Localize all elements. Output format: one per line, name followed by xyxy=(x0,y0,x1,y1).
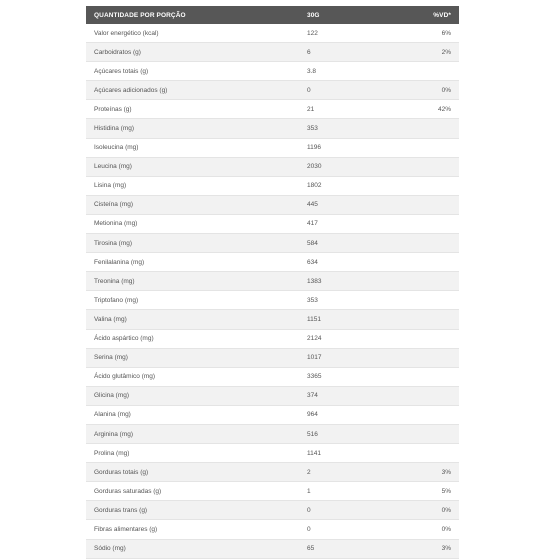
nutrient-name: Arginina (mg) xyxy=(86,424,305,443)
nutrient-daily-value xyxy=(410,367,459,386)
nutrient-name: Fenilalanina (mg) xyxy=(86,253,305,272)
nutrient-daily-value xyxy=(410,176,459,195)
nutrient-quantity: 3365 xyxy=(305,367,410,386)
table-row xyxy=(86,195,459,214)
nutrient-quantity: 65 xyxy=(305,539,410,558)
nutrient-quantity: 21 xyxy=(305,100,410,119)
table-row xyxy=(86,539,459,558)
nutrient-name: Serina (mg) xyxy=(86,348,305,367)
nutrient-name: Carboidratos (g) xyxy=(86,43,305,62)
nutrient-name: Glicina (mg) xyxy=(86,386,305,405)
table-row xyxy=(86,348,459,367)
nutrient-daily-value xyxy=(410,157,459,176)
table-row xyxy=(86,214,459,233)
table-row xyxy=(86,119,459,138)
nutrient-daily-value xyxy=(410,386,459,405)
table-row xyxy=(86,234,459,253)
table-row xyxy=(86,24,459,43)
nutrient-quantity: 374 xyxy=(305,386,410,405)
nutrient-quantity: 516 xyxy=(305,424,410,443)
nutrient-quantity: 0 xyxy=(305,501,410,520)
nutrient-daily-value xyxy=(410,272,459,291)
nutrient-quantity: 1017 xyxy=(305,348,410,367)
table-row xyxy=(86,463,459,482)
nutrient-daily-value xyxy=(410,119,459,138)
nutrient-name: Triptofano (mg) xyxy=(86,291,305,310)
nutrient-name: Gorduras totais (g) xyxy=(86,463,305,482)
nutrient-quantity: 6 xyxy=(305,43,410,62)
nutrient-name: Açúcares adicionados (g) xyxy=(86,81,305,100)
nutrient-name: Proteínas (g) xyxy=(86,100,305,119)
nutrient-quantity: 0 xyxy=(305,520,410,539)
nutrient-daily-value xyxy=(410,444,459,463)
nutrient-quantity: 2 xyxy=(305,463,410,482)
nutrient-name: Tirosina (mg) xyxy=(86,234,305,253)
nutrient-daily-value xyxy=(410,138,459,157)
nutrient-daily-value xyxy=(410,234,459,253)
table-row xyxy=(86,253,459,272)
table-header-row xyxy=(86,6,459,24)
nutrient-quantity: 2030 xyxy=(305,157,410,176)
nutrient-quantity: 353 xyxy=(305,119,410,138)
nutrient-quantity: 0 xyxy=(305,81,410,100)
table-row xyxy=(86,424,459,443)
nutrient-name: Gorduras trans (g) xyxy=(86,501,305,520)
nutrient-daily-value: 0% xyxy=(410,520,459,539)
table-row xyxy=(86,100,459,119)
nutrient-daily-value: 3% xyxy=(410,463,459,482)
table-body xyxy=(86,24,459,558)
nutrient-quantity: 1802 xyxy=(305,176,410,195)
nutrient-daily-value: 2% xyxy=(410,43,459,62)
nutrient-quantity: 417 xyxy=(305,214,410,233)
nutrition-table xyxy=(86,6,459,559)
nutrient-quantity: 122 xyxy=(305,24,410,43)
nutrient-daily-value xyxy=(410,62,459,81)
nutrient-daily-value: 0% xyxy=(410,81,459,100)
nutrient-quantity: 1 xyxy=(305,482,410,501)
nutrient-name: Ácido aspártico (mg) xyxy=(86,329,305,348)
table-row xyxy=(86,310,459,329)
table-row xyxy=(86,81,459,100)
nutrient-quantity: 634 xyxy=(305,253,410,272)
table-row xyxy=(86,176,459,195)
nutrient-daily-value xyxy=(410,405,459,424)
nutrient-quantity: 1141 xyxy=(305,444,410,463)
nutrient-quantity: 445 xyxy=(305,195,410,214)
nutrient-quantity: 3.8 xyxy=(305,62,410,81)
nutrient-quantity: 964 xyxy=(305,405,410,424)
table-row xyxy=(86,405,459,424)
table-row xyxy=(86,138,459,157)
nutrient-quantity: 2124 xyxy=(305,329,410,348)
nutrient-daily-value xyxy=(410,310,459,329)
nutrient-name: Valor energético (kcal) xyxy=(86,24,305,43)
table-row xyxy=(86,367,459,386)
table-row xyxy=(86,291,459,310)
nutrient-name: Gorduras saturadas (g) xyxy=(86,482,305,501)
nutrient-name: Cisteína (mg) xyxy=(86,195,305,214)
nutrient-daily-value: 6% xyxy=(410,24,459,43)
nutrient-daily-value xyxy=(410,329,459,348)
nutrient-name: Treonina (mg) xyxy=(86,272,305,291)
table-row xyxy=(86,272,459,291)
table-row xyxy=(86,62,459,81)
nutrient-quantity: 353 xyxy=(305,291,410,310)
table-row xyxy=(86,157,459,176)
nutrient-quantity: 1383 xyxy=(305,272,410,291)
header-serving: 30G xyxy=(305,6,410,24)
table-row xyxy=(86,482,459,501)
nutrient-name: Prolina (mg) xyxy=(86,444,305,463)
table-row xyxy=(86,43,459,62)
nutrient-name: Isoleucina (mg) xyxy=(86,138,305,157)
nutrient-daily-value: 3% xyxy=(410,539,459,558)
table-row xyxy=(86,386,459,405)
nutrient-name: Fibras alimentares (g) xyxy=(86,520,305,539)
nutrient-name: Valina (mg) xyxy=(86,310,305,329)
table-row xyxy=(86,444,459,463)
nutrient-daily-value xyxy=(410,291,459,310)
nutrient-name: Histidina (mg) xyxy=(86,119,305,138)
nutrient-name: Ácido glutâmico (mg) xyxy=(86,367,305,386)
nutrient-daily-value xyxy=(410,348,459,367)
nutrient-name: Lisina (mg) xyxy=(86,176,305,195)
nutrient-daily-value xyxy=(410,253,459,272)
nutrient-name: Açúcares totais (g) xyxy=(86,62,305,81)
nutrient-daily-value xyxy=(410,214,459,233)
header-daily-value: %VD* xyxy=(410,6,459,24)
nutrient-name: Metionina (mg) xyxy=(86,214,305,233)
header-quantity: QUANTIDADE POR PORÇÃO xyxy=(86,6,305,24)
table-row xyxy=(86,520,459,539)
nutrient-daily-value: 5% xyxy=(410,482,459,501)
nutrient-quantity: 1151 xyxy=(305,310,410,329)
table-row xyxy=(86,501,459,520)
nutrient-name: Leucina (mg) xyxy=(86,157,305,176)
nutrient-quantity: 1196 xyxy=(305,138,410,157)
nutrient-name: Sódio (mg) xyxy=(86,539,305,558)
nutrient-daily-value xyxy=(410,195,459,214)
nutrient-daily-value xyxy=(410,424,459,443)
nutrient-quantity: 584 xyxy=(305,234,410,253)
nutrient-daily-value: 42% xyxy=(410,100,459,119)
table-row xyxy=(86,329,459,348)
nutrient-daily-value: 0% xyxy=(410,501,459,520)
nutrient-name: Alanina (mg) xyxy=(86,405,305,424)
cropped-text-strip xyxy=(160,0,420,4)
